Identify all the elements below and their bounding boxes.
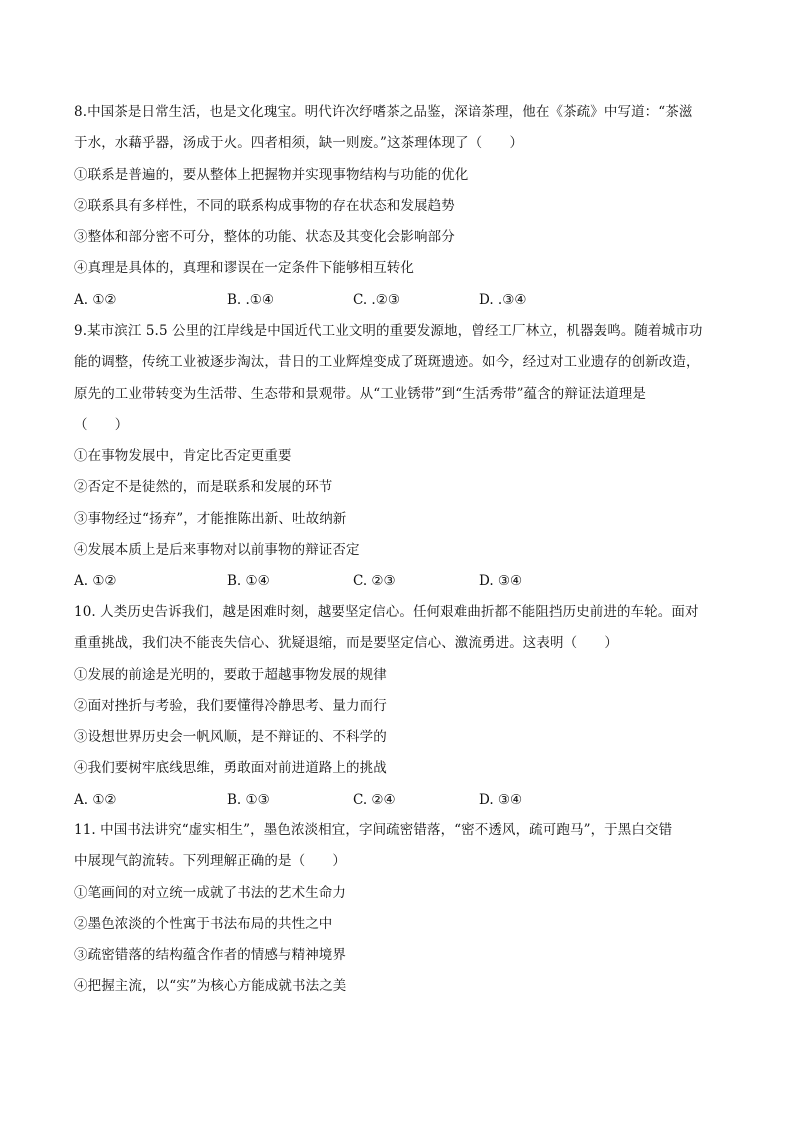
question-stem-line: 11. 中国书法讲究“虚实相生”，墨色浓淡相宜，字间疏密错落，“密不透风，疏可跑马”，于黑白交错 [74,822,673,838]
statement: ④把握主流，以“实”为核心方能成就书法之美 [74,978,347,995]
answer-options [74,785,724,816]
option-b: B. ①④ [227,573,270,590]
question-stem-line: 10. 人类历史告诉我们，越是困难时刻，越要坚定信心。任何艰难曲折都不能阻挡历史前进的车轮。面对 [74,604,699,620]
question-9 [74,316,724,598]
statement: ②联系具有多样性，不同的联系构成事物的存在状态和发展趋势 [74,197,455,214]
question-11 [74,815,724,1003]
statement: ④发展本质上是后来事物对以前事物的辩证否定 [74,542,360,559]
statement: ③疏密错落的结构蕴含作者的情感与精神境界 [74,947,346,964]
question-stem-line: （ ） [74,416,129,433]
statement: ③事物经过“扬弃”，才能推陈出新、吐故纳新 [74,510,347,527]
option-b: B. ①③ [227,791,270,808]
option-d: D. .③④ [479,291,527,308]
answer-options [74,566,724,597]
statement: ①在事物发展中，肯定比否定更重要 [74,448,292,465]
question-stem-line: 于水，水藉乎器，汤成于火。四者相须，缺一则废。”这茶理体现了（ ） [74,135,524,152]
question-stem-line: 9.某市滨江 5.5 公里的江岸线是中国近代工业文明的重要发源地，曾经工厂林立，机器轰鸣。随着城市功 [74,323,703,339]
statement: ①笔画间的对立统一成就了书法的艺术生命力 [74,884,346,901]
option-a: A. ①② [74,573,117,590]
option-b: B. .①④ [227,291,274,308]
option-c: C. ②④ [353,791,396,808]
question-10 [74,597,724,816]
statement: ④真理是具体的，真理和谬误在一定条件下能够相互转化 [74,260,414,277]
question-stem-line: 重重挑战，我们决不能丧失信心、犹疑退缩，而是要坚定信心、激流勇进。这表明（ ） [74,635,618,652]
option-a: A. ①② [74,291,117,308]
option-d: D. ③④ [479,791,523,808]
statement: ①联系是普遍的，要从整体上把握物并实现事物结构与功能的优化 [74,166,469,183]
option-c: C. ②③ [353,573,396,590]
option-d: D. ③④ [479,573,523,590]
question-stem-line: 8.中国茶是日常生活，也是文化瑰宝。明代许次纾嗜茶之品鉴，深谙茶理，他在《茶疏》中写道：“茶滋 [74,104,693,120]
statement: ③设想世界历史会一帆风顺，是不辩证的、不科学的 [74,729,387,746]
option-a: A. ①② [74,791,117,808]
statement: ③整体和部分密不可分，整体的功能、状态及其变化会影响部分 [74,229,455,246]
answer-options [74,285,724,316]
statement: ②面对挫折与考验，我们要懂得冷静思考、量力而行 [74,697,387,714]
question-stem-line: 能的调整，传统工业被逐步淘汰，昔日的工业辉煌变成了斑斑遗迹。如今，经过对工业遗存的创新改造， [74,354,700,371]
question-8 [74,97,724,316]
statement: ②墨色浓淡的个性寓于书法布局的共性之中 [74,915,333,932]
statement: ②否定不是徒然的，而是联系和发展的环节 [74,479,333,496]
statement: ①发展的前途是光明的，要敢于超越事物发展的规律 [74,666,387,683]
option-c: C. .②③ [353,291,400,308]
question-stem-line: 中展现气韵流转。下列理解正确的是（ ） [74,853,346,870]
statement: ④我们要树牢底线思维，勇敢面对前进道路上的挑战 [74,760,387,777]
question-stem-line: 原先的工业带转变为生活带、生态带和景观带。从“工业锈带”到“生活秀带”蕴含的辩证法道理是 [74,385,647,402]
